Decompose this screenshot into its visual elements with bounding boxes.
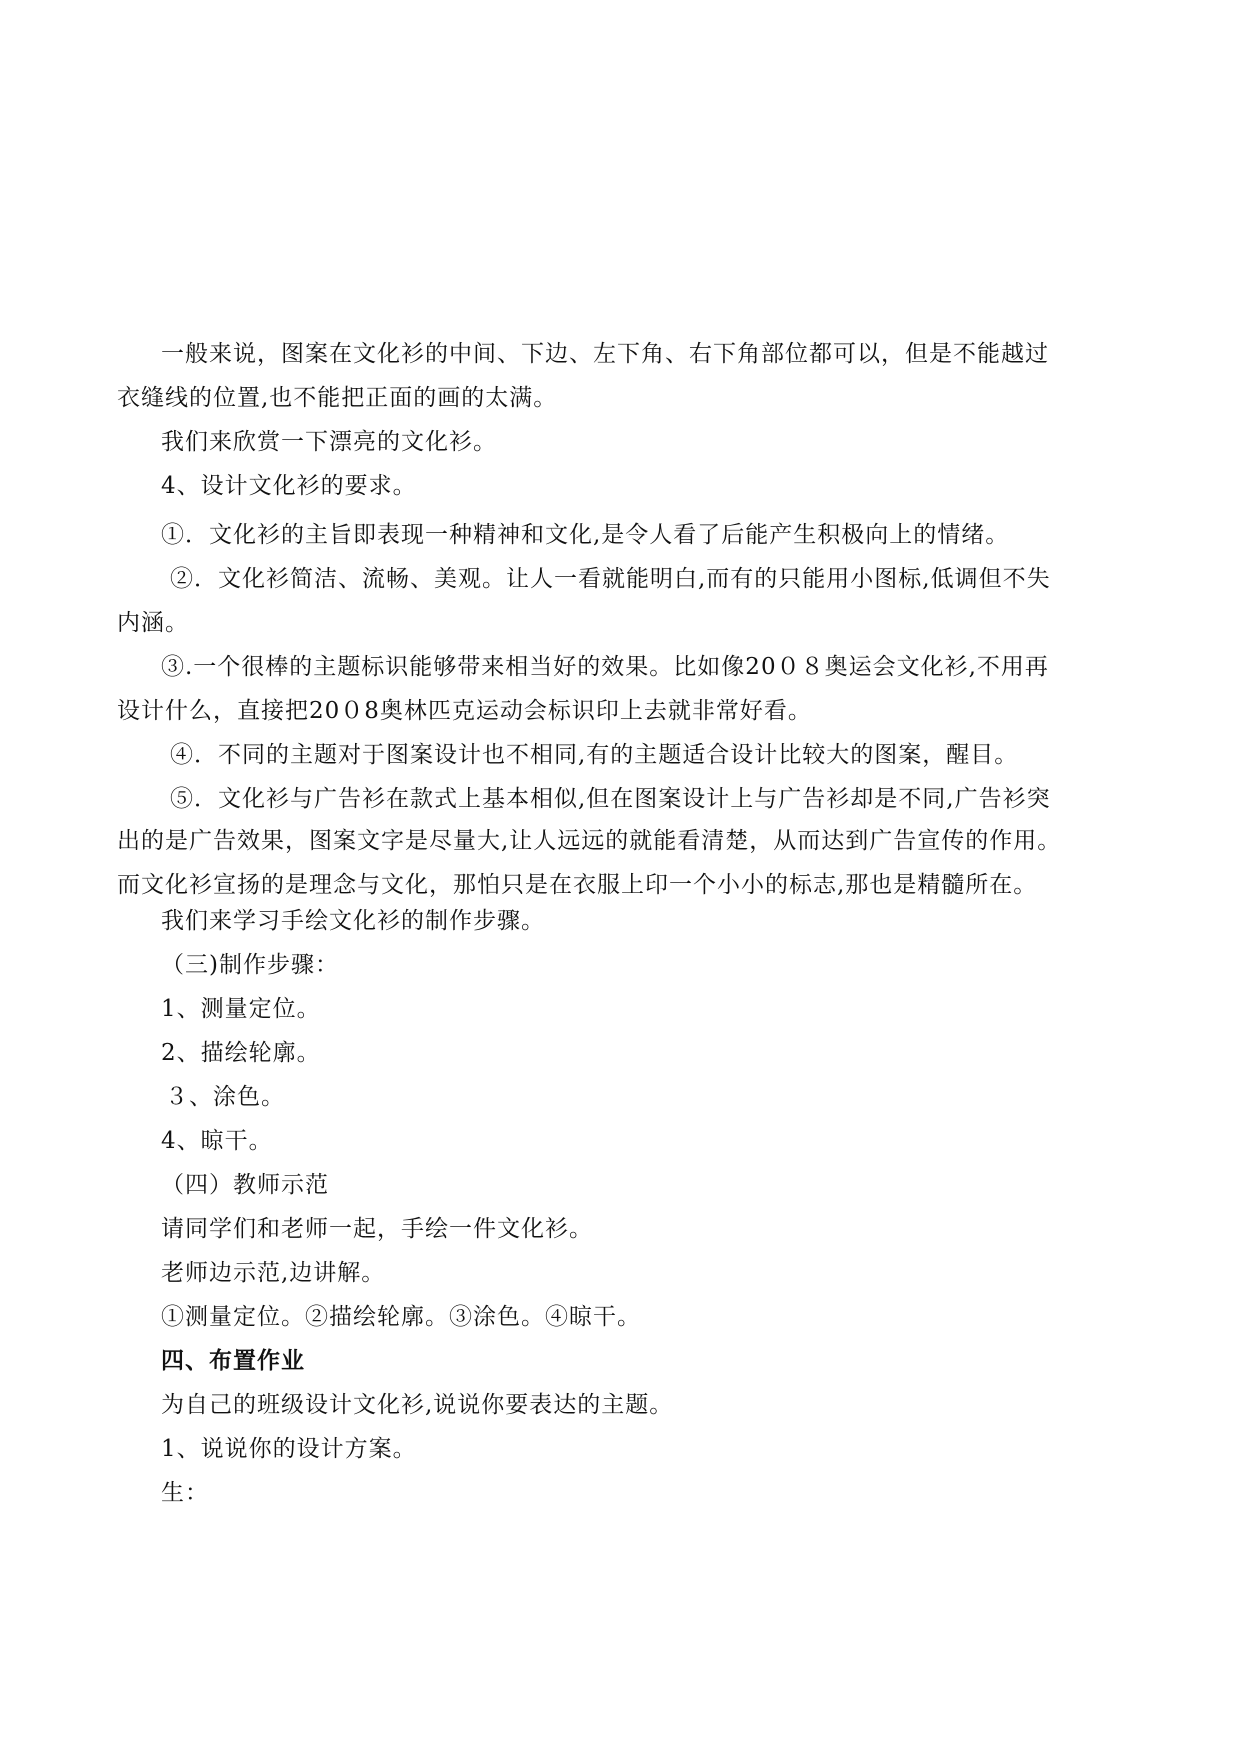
paragraph-line: 我们来欣赏一下漂亮的文化衫。 <box>161 429 497 455</box>
paragraph-line: 设计什么，直接把20０8奥林匹克运动会标识印上去就非常好看。 <box>117 698 812 724</box>
paragraph-line: 内涵。 <box>117 610 189 636</box>
paragraph-line: ①测量定位。②描绘轮廓。③涂色。④晾干。 <box>161 1304 641 1330</box>
step-item: 4、晾干。 <box>161 1128 273 1154</box>
paragraph-line: 我们来学习手绘文化衫的制作步骤。 <box>161 908 545 934</box>
section-heading: 四、布置作业 <box>161 1347 305 1374</box>
step-item: 1、测量定位。 <box>161 996 321 1022</box>
section-heading: （四）教师示范 <box>161 1172 329 1198</box>
paragraph-line: ①．文化衫的主旨即表现一种精神和文化,是令人看了后能产生积极向上的情绪。 <box>161 522 1010 548</box>
paragraph-line: 4、设计文化衫的要求。 <box>161 473 417 499</box>
paragraph-line: 为自己的班级设计文化衫,说说你要表达的主题。 <box>161 1392 674 1418</box>
paragraph-line: ③.一个很棒的主题标识能够带来相当好的效果。比如像20０８奥运会文化衫,不用再 <box>161 654 1049 680</box>
paragraph-line: 衣缝线的位置,也不能把正面的画的太满。 <box>117 385 558 411</box>
paragraph-line: ⑤．文化衫与广告衫在款式上基本相似,但在图案设计上与广告衫却是不同,广告衫突 <box>170 786 1051 812</box>
paragraph-line: 1、说说你的设计方案。 <box>161 1436 417 1462</box>
paragraph-line: 请同学们和老师一起，手绘一件文化衫。 <box>161 1216 593 1242</box>
step-item: 2、描绘轮廓。 <box>161 1040 321 1066</box>
paragraph-line: ④．不同的主题对于图案设计也不相同,有的主题适合设计比较大的图案，醒目。 <box>170 742 1019 768</box>
paragraph-line: ②．文化衫简洁、流畅、美观。让人一看就能明白,而有的只能用小图标,低调但不失 <box>170 566 1051 592</box>
paragraph-line: 生： <box>161 1480 209 1506</box>
paragraph-line: 一般来说，图案在文化衫的中间、下边、左下角、右下角部位都可以，但是不能越过 <box>161 341 1049 367</box>
section-heading: （三)制作步骤： <box>161 952 339 978</box>
paragraph-line: 老师边示范,边讲解。 <box>161 1260 386 1286</box>
paragraph-line: 出的是广告效果，图案文字是尽量大,让人远远的就能看清楚，从而达到广告宣传的作用。 <box>117 828 1062 854</box>
step-item: ３、涂色。 <box>165 1084 285 1110</box>
paragraph-line: 而文化衫宣扬的是理念与文化，那怕只是在衣服上印一个小小的标志,那也是精髓所在。 <box>117 872 1038 898</box>
